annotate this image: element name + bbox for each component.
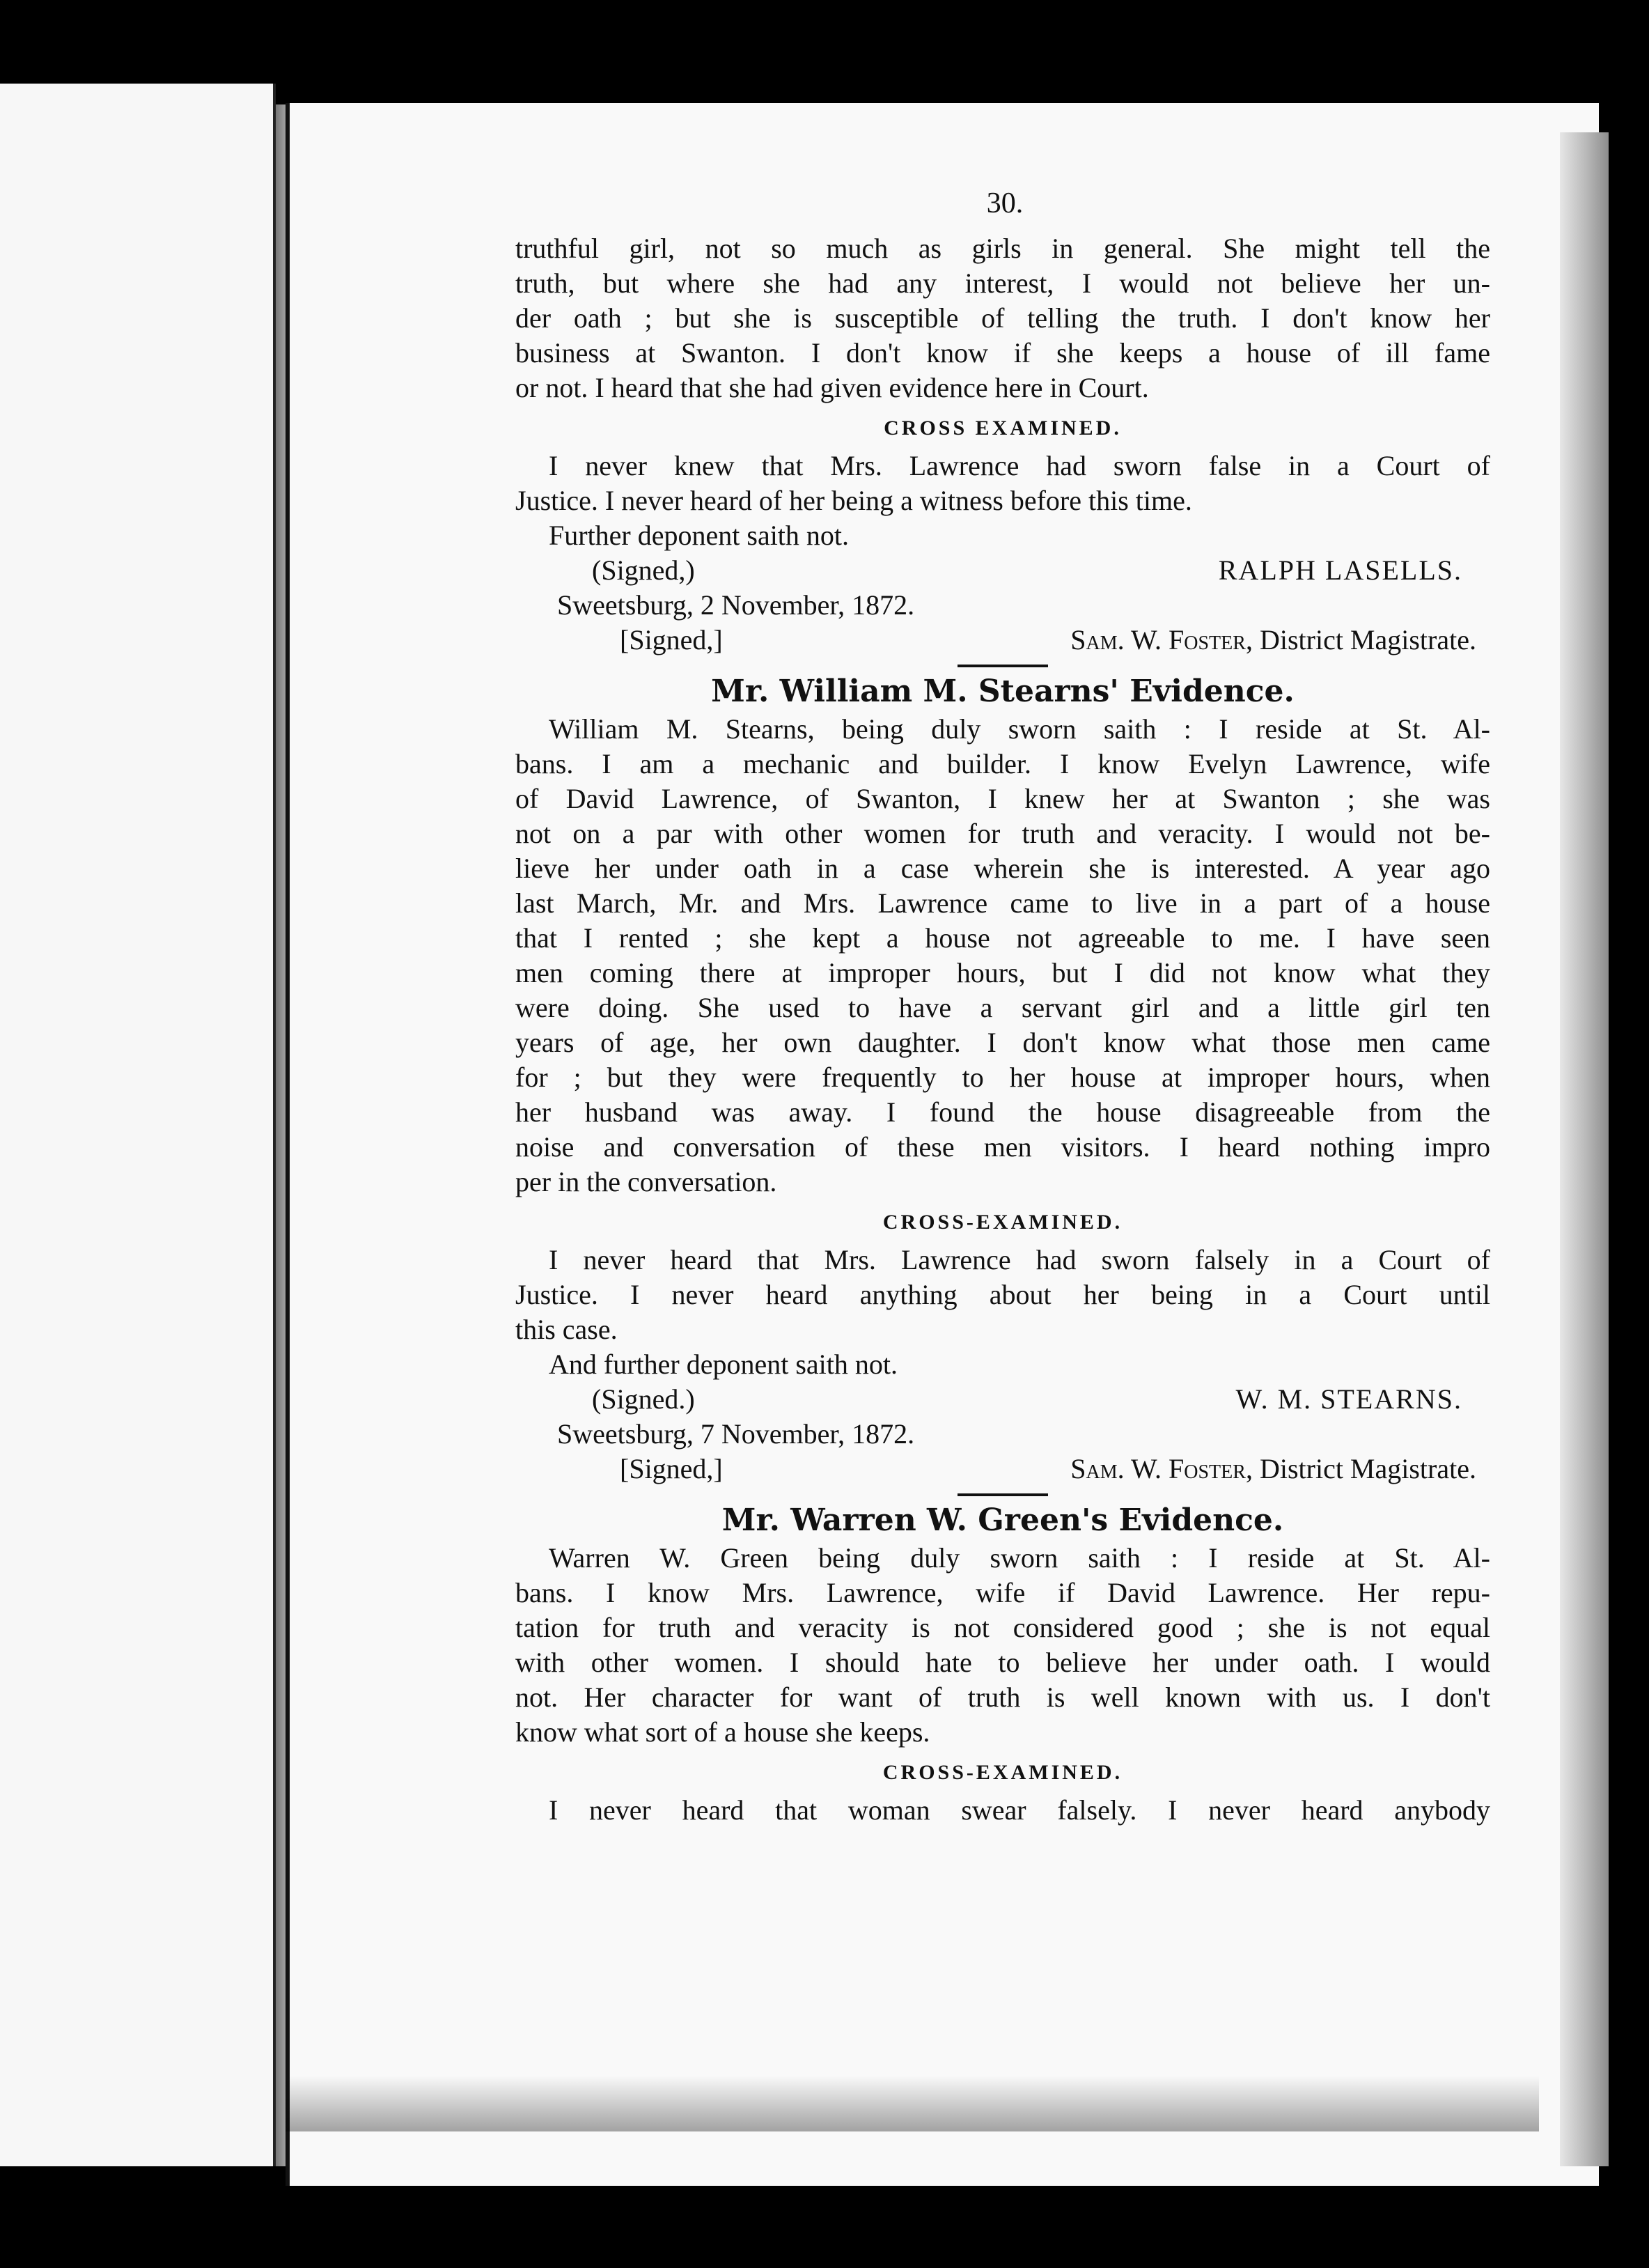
green-testimony — [515, 1541, 1490, 1750]
text-line: der oath ; but she is susceptible of telling the truth. I don't know her — [515, 302, 1490, 334]
text-line: with other women. I should hate to believe her under oath. I would — [515, 1647, 1490, 1678]
section-divider — [958, 1493, 1048, 1496]
text-line: lieve her under oath in a case wherein she is interested. A year ago — [515, 853, 1490, 884]
text-line: tation for truth and veracity is not considered good ; she is not equal — [515, 1612, 1490, 1643]
page-number: 30. — [986, 187, 1024, 219]
magistrate-signature — [1070, 1452, 1476, 1486]
cross-examination-lasells — [515, 449, 1490, 553]
cross-examination-green — [515, 1793, 1490, 1828]
magistrate-signature — [1070, 623, 1476, 658]
section-divider — [958, 665, 1048, 667]
magistrate-name: Sam. W. Foster, — [1070, 1453, 1253, 1484]
text-line: truth, but where she had any interest, I would not believe her un- — [515, 267, 1490, 299]
bottom-smudge — [286, 2076, 1539, 2131]
text-line: business at Swanton. I don't know if she keeps a house of ill fame — [515, 337, 1490, 368]
cross-examined-heading: CROSS-EXAMINED. — [882, 1761, 1123, 1784]
signature-date: Sweetsburg, 2 November, 1872. — [557, 589, 915, 621]
text-line: Justice. I never heard of her being a witness before this time. — [515, 485, 1192, 516]
magistrate-title: District Magistrate. — [1259, 624, 1476, 655]
facing-page-margin — [0, 84, 276, 2166]
continued-testimony — [515, 231, 1490, 405]
text-line: And further deponent saith not. — [549, 1349, 898, 1380]
text-line: Warren W. Green being duly sworn saith : I reside at St. Al- — [549, 1542, 1490, 1574]
text-line: of David Lawrence, of Swanton, I knew her at Swanton ; she was — [515, 783, 1490, 814]
cross-examined-heading: CROSS-EXAMINED. — [882, 1211, 1123, 1234]
signature-date: Sweetsburg, 7 November, 1872. — [557, 1418, 915, 1450]
text-line: bans. I know Mrs. Lawrence, wife if David Lawrence. Her repu- — [515, 1577, 1490, 1608]
text-line: truthful girl, not so much as girls in general. She might tell the — [515, 233, 1490, 264]
text-line: William M. Stearns, being duly sworn saith : I reside at St. Al- — [549, 713, 1490, 745]
stearns-testimony — [515, 712, 1490, 1199]
section-title-stearns: Mr. William M. Stearns' Evidence. — [711, 674, 1295, 709]
text-line: were doing. She used to have a servant girl and a little girl ten — [515, 992, 1490, 1023]
text-line: I never knew that Mrs. Lawrence had sworn false in a Court of — [549, 450, 1490, 481]
magistrate-row — [515, 1452, 1490, 1488]
text-line: not on a par with other women for truth and veracity. I would not be- — [515, 818, 1490, 849]
text-column — [515, 176, 1490, 1828]
text-line: noise and conversation of these men visitors. I heard nothing impro — [515, 1131, 1490, 1163]
cross-examination-stearns — [515, 1243, 1490, 1382]
signer-name: W. M. STEARNS. — [1235, 1383, 1462, 1415]
signed-label: (Signed,) — [592, 554, 695, 586]
cross-examined-heading: CROSS EXAMINED. — [884, 417, 1122, 440]
text-line: not. Her character for want of truth is well known with us. I don't — [515, 1681, 1490, 1713]
text-line: this case. — [515, 1314, 618, 1345]
text-line: that I rented ; she kept a house not agreeable to me. I have seen — [515, 922, 1490, 954]
text-line: last March, Mr. and Mrs. Lawrence came to live in a part of a house — [515, 887, 1490, 919]
signed-label: (Signed.) — [592, 1383, 695, 1415]
magistrate-title: District Magistrate. — [1259, 1453, 1476, 1484]
text-line: Further deponent saith not. — [549, 520, 850, 551]
text-line: I never heard that woman swear falsely. I never heard anybody — [549, 1794, 1490, 1826]
text-line: I never heard that Mrs. Lawrence had sworn falsely in a Court of — [549, 1244, 1490, 1275]
section-title-green: Mr. Warren W. Green's Evidence. — [721, 1502, 1284, 1538]
magistrate-name: Sam. W. Foster, — [1070, 624, 1253, 655]
magistrate-row — [515, 623, 1490, 659]
text-line: bans. I am a mechanic and builder. I know Evelyn Lawrence, wife — [515, 748, 1490, 779]
text-line: Justice. I never heard anything about her being in a Court until — [515, 1279, 1490, 1310]
page-edge-stack — [1560, 132, 1609, 2166]
text-line: know what sort of a house she keeps. — [515, 1716, 930, 1748]
magistrate-signed-label: [Signed,] — [620, 1453, 723, 1484]
signature-row — [515, 553, 1490, 588]
text-line: men coming there at improper hours, but I did not know what they — [515, 957, 1490, 988]
text-line: for ; but they were frequently to her house at improper hours, when — [515, 1062, 1490, 1093]
magistrate-signed-label: [Signed,] — [620, 624, 723, 655]
signature-row — [515, 1382, 1490, 1417]
text-line: years of age, her own daughter. I don't know what those men came — [515, 1027, 1490, 1058]
text-line: per in the conversation. — [515, 1166, 777, 1197]
signer-name: RALPH LASELLS. — [1218, 554, 1462, 586]
text-line: her husband was away. I found the house disagreeable from the — [515, 1096, 1490, 1128]
text-line: or not. I heard that she had given evidence here in Court. — [515, 372, 1149, 403]
